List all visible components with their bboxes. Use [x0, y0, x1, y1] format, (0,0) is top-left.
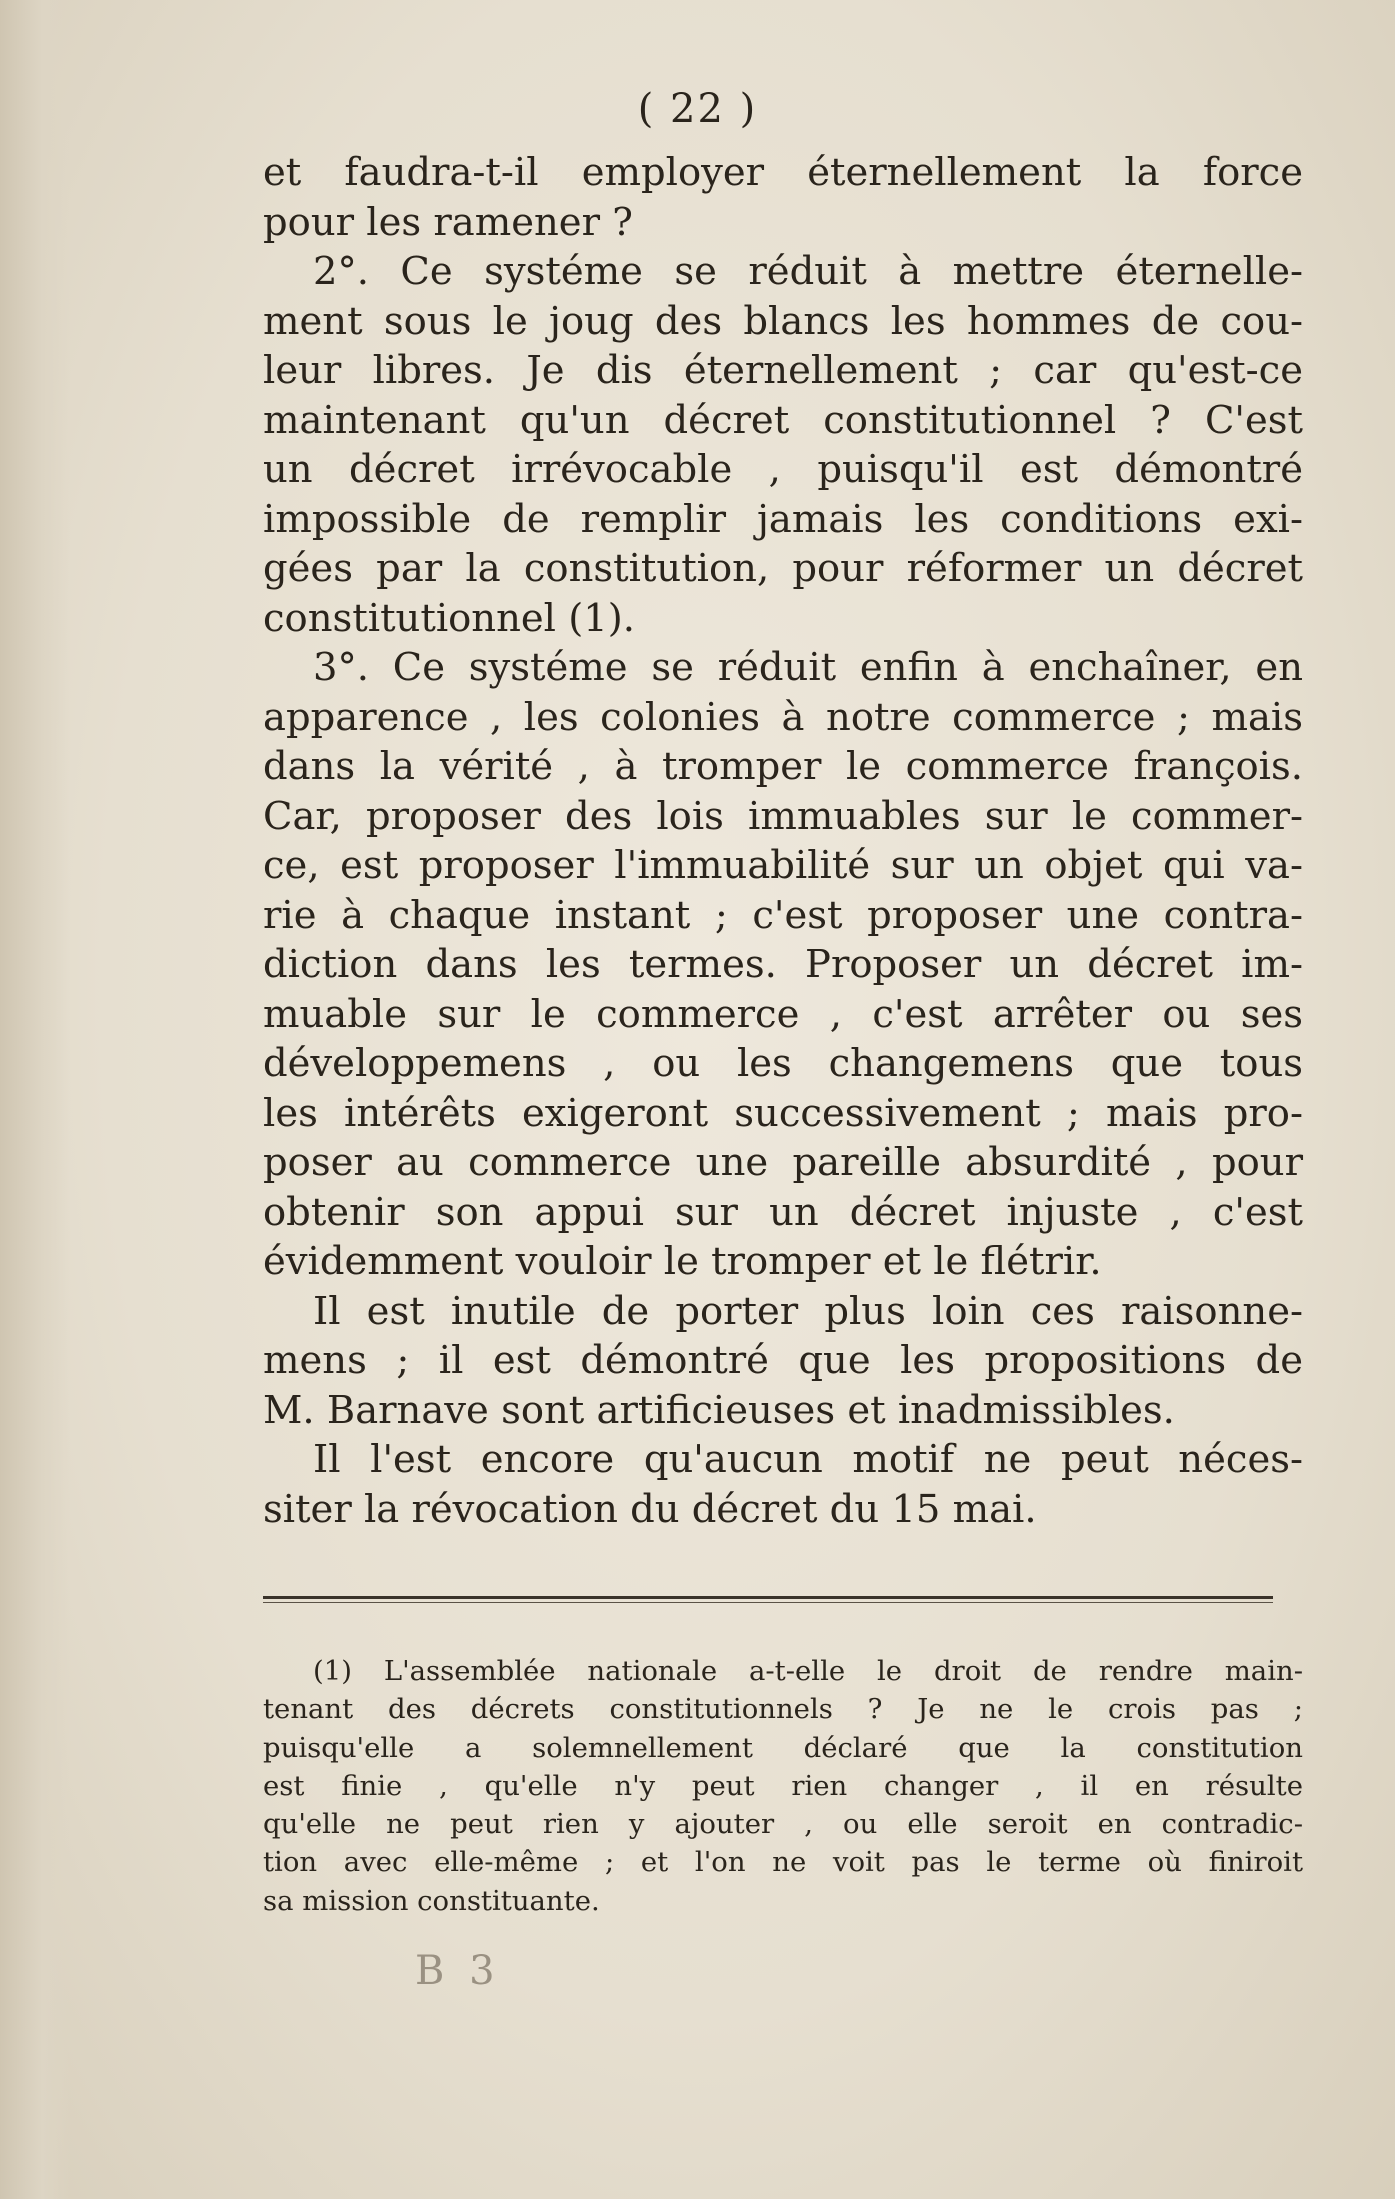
page-number: ( 22 ): [637, 86, 758, 132]
text-line: évidemment vouloir le tromper et le flétrir.: [263, 1239, 1102, 1284]
text-line: poser au commerce une pareille absurdité , pour: [263, 1140, 1303, 1185]
text-line: impossible de remplir jamais les conditions exi-: [263, 496, 1303, 542]
footnote-line: qu'elle ne peut rien y ajouter , ou elle seroit en contradic-: [263, 1808, 1303, 1841]
text-line: siter la révocation du décret du 15 mai.: [263, 1486, 1037, 1532]
text-line: mens ; il est démontré que les propositions de: [263, 1338, 1303, 1383]
text-line: dans la vérité , à tromper le commerce françois.: [263, 744, 1303, 789]
text-line: muable sur le commerce , c'est arrêter ou ses: [263, 991, 1303, 1037]
text-line: maintenant qu'un décret constitutionnel ? C'est: [263, 397, 1303, 443]
text-line: apparence , les colonies à notre commerce ; mais: [263, 694, 1303, 740]
footnote-line: est finie , qu'elle n'y peut rien changer , il en résulte: [263, 1769, 1303, 1802]
text-line: Il l'est encore qu'aucun motif ne peut néces-: [313, 1437, 1303, 1482]
text-line: leur libres. Je dis éternellement ; car qu'est-ce: [263, 348, 1303, 393]
text-line: 3°. Ce systéme se réduit enfin à enchaîner, en: [313, 645, 1303, 690]
footnote-line: tion avec elle-même ; et l'on ne voit pas le terme où finiroit: [263, 1846, 1303, 1879]
text-line: ment sous le joug des blancs les hommes de cou-: [263, 298, 1303, 344]
text-line: constitutionnel (1).: [263, 595, 636, 641]
footnote-line: tenant des décrets constitutionnels ? Je ne le crois pas ;: [263, 1693, 1303, 1726]
page-gutter-shadow: [0, 0, 70, 2199]
text-line: les intérêts exigeront successivement ; mais pro-: [263, 1090, 1303, 1136]
text-line: Car, proposer des lois immuables sur le commer-: [263, 793, 1303, 839]
signature-mark: B 3: [415, 1948, 501, 1994]
text-line: développemens , ou les changemens que tous: [263, 1041, 1303, 1086]
footnote-line: (1) L'assemblée nationale a-t-elle le droit de rendre main-: [313, 1655, 1303, 1687]
text-line: gées par la constitution, pour réformer un décret: [263, 546, 1303, 591]
footnote-divider-thin: [263, 1602, 1273, 1603]
text-line: obtenir son appui sur un décret injuste , c'est: [263, 1189, 1303, 1235]
footnote: [263, 1652, 1303, 1920]
text-line: 2°. Ce systéme se réduit à mettre éternelle-: [313, 249, 1303, 294]
text-line: ce, est proposer l'immuabilité sur un objet qui va-: [263, 843, 1303, 888]
text-line: rie à chaque instant ; c'est proposer une contra-: [263, 892, 1303, 938]
footnote-divider: [263, 1596, 1273, 1599]
text-line: M. Barnave sont artificieuses et inadmissibles.: [263, 1387, 1175, 1433]
text-line: et faudra-t-il employer éternellement la force: [263, 150, 1303, 195]
text-line: Il est inutile de porter plus loin ces raisonne-: [313, 1288, 1303, 1334]
text-line: diction dans les termes. Proposer un décret im-: [263, 942, 1303, 987]
text-line: un décret irrévocable , puisqu'il est démontré: [263, 447, 1303, 492]
main-text: [263, 148, 1303, 1534]
footnote-line: puisqu'elle a solemnellement déclaré que la constitution: [263, 1731, 1303, 1764]
footnote-line: sa mission constituante.: [263, 1884, 600, 1917]
text-line: pour les ramener ?: [263, 199, 633, 245]
